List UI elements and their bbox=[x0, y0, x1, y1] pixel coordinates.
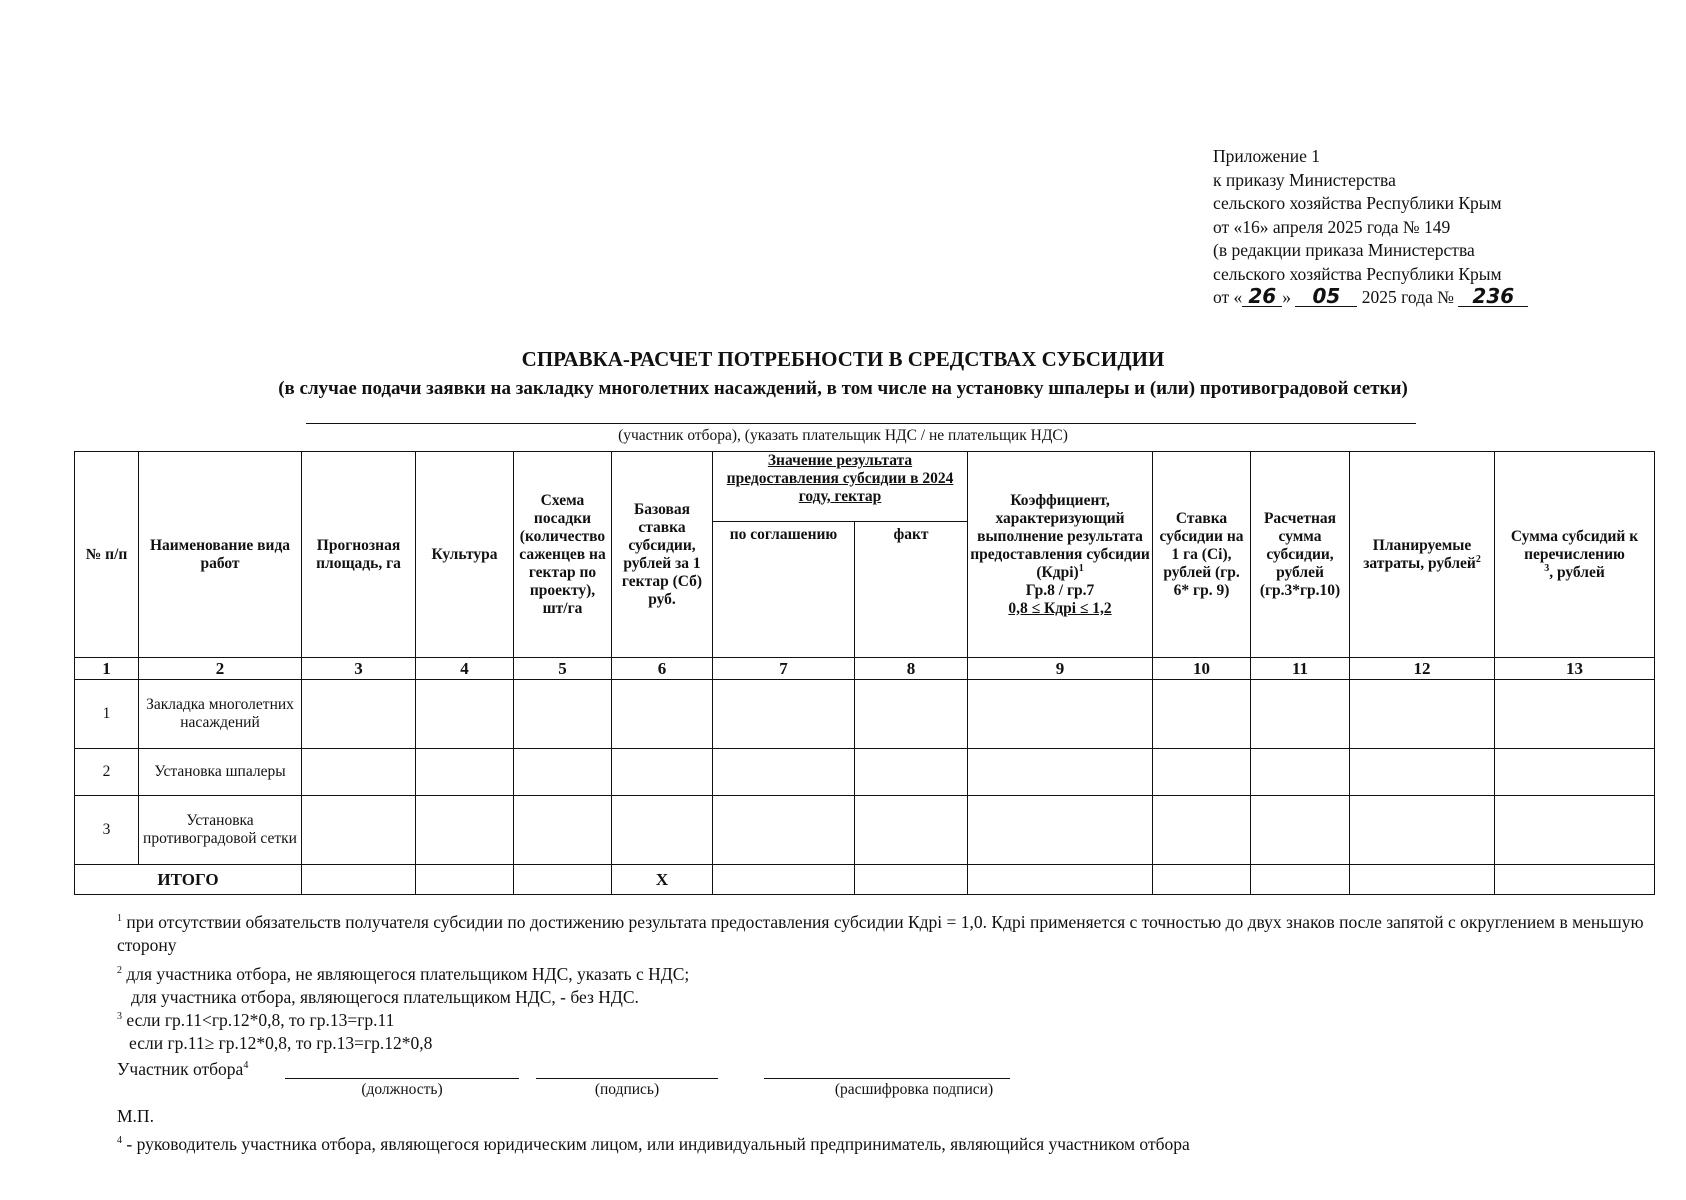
cell-empty[interactable] bbox=[855, 865, 968, 895]
table-row bbox=[75, 749, 1655, 796]
column-number: 10 bbox=[1153, 658, 1251, 680]
cell-empty[interactable] bbox=[302, 865, 416, 895]
cell-empty[interactable] bbox=[1350, 680, 1495, 749]
cell-empty[interactable] bbox=[1495, 796, 1655, 865]
header-work-type: Наименование вида работ bbox=[139, 452, 302, 658]
cell-empty[interactable] bbox=[1153, 749, 1251, 796]
cell-empty[interactable] bbox=[612, 749, 713, 796]
header-coefficient-range: 0,8 ≤ Кдрi ≤ 1,2 bbox=[1008, 599, 1112, 617]
cell-empty[interactable] bbox=[612, 680, 713, 749]
subsidy-calculation-table bbox=[74, 451, 1655, 895]
header-calculated-sum: Расчетная сумма субсидии, рублей (гр.3*гр.10) bbox=[1251, 452, 1350, 658]
footnote-marker: 4 bbox=[243, 1060, 249, 1072]
cell-empty[interactable] bbox=[968, 796, 1153, 865]
appendix-amendment-line bbox=[1213, 286, 1653, 310]
footnote-marker: 3 bbox=[117, 1011, 122, 1023]
row-num: 1 bbox=[75, 680, 139, 749]
cell-empty[interactable] bbox=[968, 865, 1153, 895]
cell-empty[interactable] bbox=[416, 680, 514, 749]
cell-empty[interactable] bbox=[1251, 680, 1350, 749]
footnote-text: для участника отбора, не являющегося плательщиком НДС, указать с НДС; bbox=[122, 964, 690, 984]
column-number: 1 bbox=[75, 658, 139, 680]
appendix-line: от «16» апреля 2025 года № 149 bbox=[1213, 216, 1451, 237]
header-crop: Культура bbox=[416, 452, 514, 658]
cell-empty[interactable] bbox=[1153, 796, 1251, 865]
header-by-agreement: по соглашению bbox=[713, 522, 855, 658]
column-number: 11 bbox=[1251, 658, 1350, 680]
column-number: 2 bbox=[139, 658, 302, 680]
header-coefficient-formula: Гр.8 / гр.7 bbox=[1025, 581, 1095, 599]
appendix-line: к приказу Министерства bbox=[1213, 169, 1396, 190]
header-transfer-sum-tail: , рублей bbox=[1549, 563, 1605, 581]
cell-empty[interactable] bbox=[514, 749, 612, 796]
appendix-header bbox=[1213, 145, 1653, 310]
appendix-line: сельского хозяйства Республики Крым bbox=[1213, 263, 1502, 284]
cell-empty[interactable] bbox=[1251, 796, 1350, 865]
row-num: 2 bbox=[75, 749, 139, 796]
cell-empty[interactable] bbox=[855, 749, 968, 796]
cell-empty[interactable] bbox=[968, 680, 1153, 749]
footnote-4 bbox=[117, 1133, 1657, 1156]
cell-empty[interactable] bbox=[855, 680, 968, 749]
header-result-group-text: Значение результата предоставления субсидии в 2024 году, гектар bbox=[726, 452, 954, 505]
participant-caption: (участник отбора), (указать плательщик НДС / не плательщик НДС) bbox=[618, 427, 1068, 444]
column-number: 3 bbox=[302, 658, 416, 680]
row-work-type: Установка шпалеры bbox=[139, 749, 302, 796]
amendment-prefix: от « bbox=[1213, 287, 1243, 307]
cell-empty[interactable] bbox=[416, 749, 514, 796]
header-planned-costs-text: Планируемые затраты, рублей bbox=[1363, 536, 1476, 572]
signature-line[interactable] bbox=[536, 1078, 718, 1079]
cell-empty[interactable] bbox=[1350, 749, 1495, 796]
handwritten-month: 05 bbox=[1295, 286, 1357, 307]
appendix-line: (в редакции приказа Министерства bbox=[1213, 240, 1475, 260]
column-number: 5 bbox=[514, 658, 612, 680]
footnote-text: - руководитель участника отбора, являющегося юридическим лицом, или индивидуальный предприниматель, являющийся участником отбора bbox=[122, 1134, 1190, 1154]
cell-empty[interactable] bbox=[1153, 680, 1251, 749]
header-base-rate: Базовая ставка субсидии, рублей за 1 гектар (Сб) руб. bbox=[612, 452, 713, 658]
document-subtitle: (в случае подачи заявки на закладку многолетних насаждений, в том числе на установку шпалеры и (или) противоградовой сетки) bbox=[278, 378, 1408, 399]
column-number: 7 bbox=[713, 658, 855, 680]
header-subsidy-rate: Ставка субсидии на 1 га (Сi), рублей (гр. 6* гр. 9) bbox=[1153, 452, 1251, 658]
cell-empty[interactable] bbox=[713, 796, 855, 865]
handwritten-day: 26 bbox=[1242, 286, 1282, 307]
footnote-1 bbox=[117, 911, 1657, 957]
header-planned-costs bbox=[1350, 452, 1495, 658]
signature-caption: (подпись) bbox=[594, 1081, 660, 1098]
signature-decode-caption: (расшифровка подписи) bbox=[834, 1081, 994, 1098]
cell-empty[interactable] bbox=[416, 796, 514, 865]
cell-empty[interactable] bbox=[612, 796, 713, 865]
header-fact: факт bbox=[855, 522, 968, 658]
cell-empty[interactable] bbox=[1495, 865, 1655, 895]
footnote-text: при отсутствии обязательств получателя субсидии по достижению результата предоставления субсидии Кдрi = 1,0. Кдрi применяется с точностью до двух знаков после запятой с округлением в меньшую сторону bbox=[117, 912, 1644, 955]
cell-empty[interactable] bbox=[1495, 680, 1655, 749]
cell-empty[interactable] bbox=[514, 865, 612, 895]
column-number: 4 bbox=[416, 658, 514, 680]
cell-empty[interactable] bbox=[713, 749, 855, 796]
header-coefficient bbox=[968, 452, 1153, 658]
footnote-ref: 2 bbox=[1475, 553, 1481, 565]
row-work-type: Закладка многолетних насаждений bbox=[139, 680, 302, 749]
document-title: СПРАВКА-РАСЧЕТ ПОТРЕБНОСТИ В СРЕДСТВАХ СУБСИДИИ bbox=[521, 347, 1165, 371]
cell-empty[interactable] bbox=[416, 865, 514, 895]
cell-empty[interactable] bbox=[1350, 796, 1495, 865]
total-row bbox=[75, 865, 1655, 895]
cell-empty[interactable] bbox=[1153, 865, 1251, 895]
cell-empty[interactable] bbox=[1495, 749, 1655, 796]
cell-empty[interactable] bbox=[713, 865, 855, 895]
total-not-applicable-mark: Х bbox=[612, 865, 713, 895]
footnote-ref: 3 bbox=[1544, 562, 1550, 574]
footnote-2 bbox=[117, 963, 1657, 986]
cell-empty[interactable] bbox=[1251, 865, 1350, 895]
cell-empty[interactable] bbox=[855, 796, 968, 865]
column-number: 13 bbox=[1495, 658, 1655, 680]
cell-empty[interactable] bbox=[514, 796, 612, 865]
amendment-year: 2025 года № bbox=[1361, 287, 1454, 307]
column-number: 6 bbox=[612, 658, 713, 680]
cell-empty[interactable] bbox=[514, 680, 612, 749]
appendix-line: сельского хозяйства Республики Крым bbox=[1213, 193, 1502, 213]
cell-empty[interactable] bbox=[968, 749, 1153, 796]
header-transfer-sum-text: Сумма субсидий к перечислению bbox=[1510, 527, 1639, 563]
header-num: № п/п bbox=[75, 452, 139, 658]
column-number: 8 bbox=[855, 658, 968, 680]
appendix-line: Приложение 1 bbox=[1213, 146, 1321, 166]
participant-fill-line bbox=[306, 423, 1416, 424]
table-row bbox=[75, 680, 1655, 749]
footnote-2-continued: для участника отбора, являющегося плательщиком НДС, - без НДС. bbox=[131, 987, 639, 1007]
header-area: Прогнозная площадь, га bbox=[302, 452, 416, 658]
header-planting-scheme: Схема посадки (количество саженцев на гектар по проекту), шт/га bbox=[514, 452, 612, 658]
footnote-3 bbox=[117, 1009, 1657, 1032]
stamp-mark: М.П. bbox=[117, 1106, 154, 1126]
row-work-type: Установка противоградовой сетки bbox=[139, 796, 302, 865]
footnote-marker: 1 bbox=[117, 913, 122, 925]
column-number-row bbox=[75, 658, 1655, 680]
cell-empty[interactable] bbox=[713, 680, 855, 749]
signature-decode-line[interactable] bbox=[764, 1078, 1010, 1079]
total-label: ИТОГО bbox=[75, 865, 302, 895]
header-result-group bbox=[713, 452, 968, 522]
footnote-marker: 2 bbox=[117, 965, 122, 977]
position-line[interactable] bbox=[285, 1078, 519, 1079]
cell-empty[interactable] bbox=[302, 796, 416, 865]
row-num: 3 bbox=[75, 796, 139, 865]
header-coefficient-text: Коэффициент, характеризующий выполнение результата предоставления субсидии (Кдрi) bbox=[970, 491, 1150, 581]
signature-label-text: Участник отбора bbox=[117, 1059, 244, 1079]
footnote-3-continued: если гр.11≥ гр.12*0,8, то гр.13=гр.12*0,8 bbox=[129, 1033, 433, 1053]
column-number: 12 bbox=[1350, 658, 1495, 680]
cell-empty[interactable] bbox=[1350, 865, 1495, 895]
header-transfer-sum bbox=[1495, 452, 1655, 658]
position-caption: (должность) bbox=[361, 1081, 443, 1098]
amendment-quote: » bbox=[1282, 287, 1292, 307]
footnote-ref: 1 bbox=[1078, 562, 1084, 574]
handwritten-number: 236 bbox=[1458, 286, 1528, 307]
footnote-text: если гр.11<гр.12*0,8, то гр.13=гр.11 bbox=[122, 1010, 395, 1030]
cell-empty[interactable] bbox=[1251, 749, 1350, 796]
cell-empty[interactable] bbox=[302, 749, 416, 796]
cell-empty[interactable] bbox=[302, 680, 416, 749]
column-number: 9 bbox=[968, 658, 1153, 680]
footnote-marker: 4 bbox=[117, 1135, 122, 1147]
table-row bbox=[75, 796, 1655, 865]
